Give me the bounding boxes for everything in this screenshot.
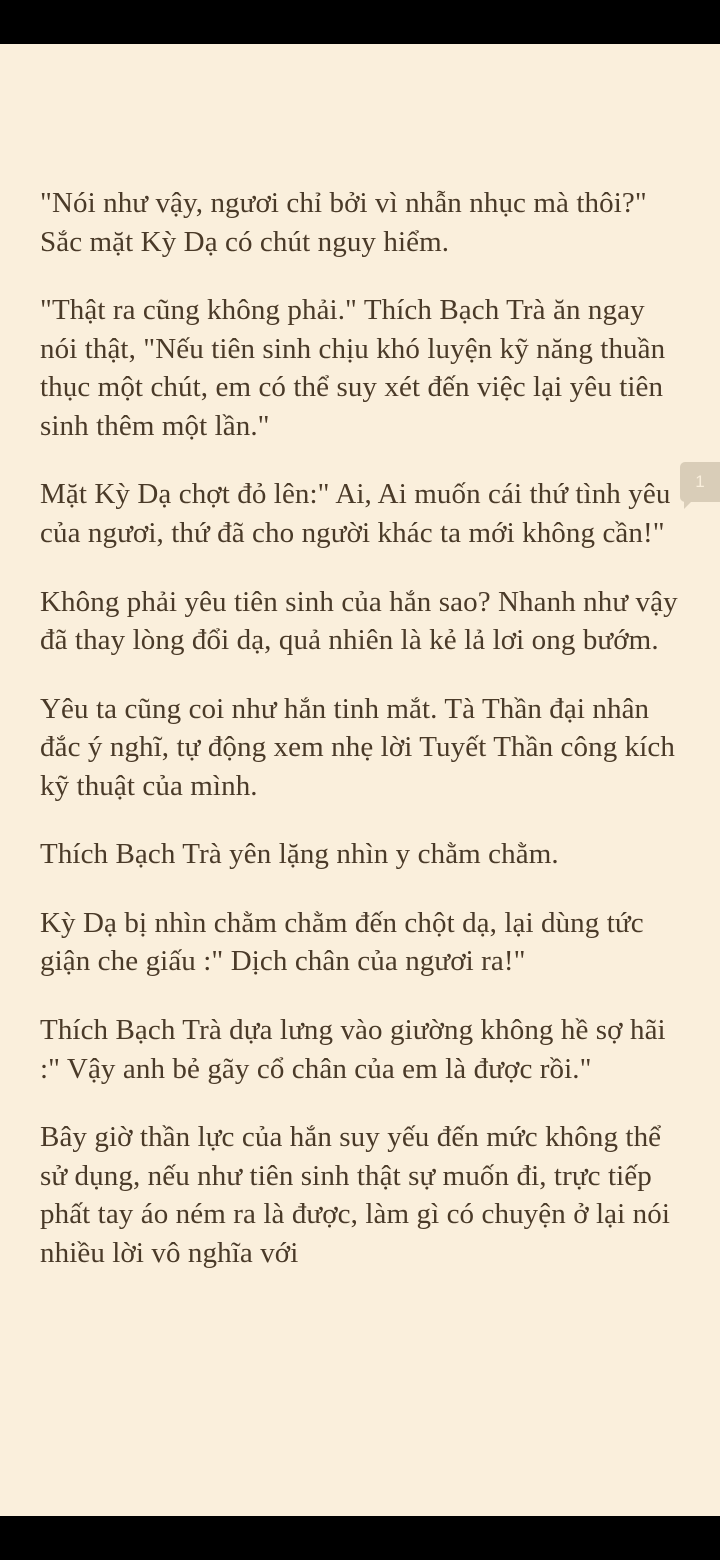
navigation-bar: [0, 1516, 720, 1560]
page-content: [0, 44, 720, 1272]
paragraph: Kỳ Dạ bị nhìn chằm chằm đến chột dạ, lại dùng tức giận che giấu :" Dịch chân của ngươi ra!": [40, 906, 644, 978]
paragraph: Mặt Kỳ Dạ chợt đỏ lên:" Ai, Ai muốn cái thứ tình yêu của ngươi, thứ đã cho người khác ta mới không cần!": [40, 478, 671, 549]
paragraph: Không phải yêu tiên sinh của hắn sao? Nhanh như vậy đã thay lòng đổi dạ, quả nhiên là kẻ lả lơi ong bướm.: [40, 585, 678, 657]
paragraph: Yêu ta cũng coi như hắn tinh mắt. Tà Thần đại nhân đắc ý nghĩ, tự động xem nhẹ lời Tuyết Thần công kích kỹ thuật của mình.: [40, 692, 675, 802]
page-number-badge[interactable]: 1: [680, 462, 720, 502]
reader-page[interactable]: [0, 44, 720, 1516]
paragraph: "Nói như vậy, ngươi chỉ bởi vì nhẫn nhục mà thôi?" Sắc mặt Kỳ Dạ có chút nguy hiểm.: [40, 187, 647, 258]
paragraph: Thích Bạch Trà dựa lưng vào giường không hề sợ hãi :" Vậy anh bẻ gãy cổ chân của em là được rồi.": [40, 1014, 666, 1085]
status-bar: [0, 0, 720, 44]
paragraph: Thích Bạch Trà yên lặng nhìn y chằm chằm.: [40, 838, 559, 871]
paragraph: "Thật ra cũng không phải." Thích Bạch Trà ăn ngay nói thật, "Nếu tiên sinh chịu khó luyện kỹ năng thuần thục một chút, em có thể suy xét đến việc lại yêu tiên sinh thêm một lần.": [40, 294, 666, 442]
paragraph: Bây giờ thần lực của hắn suy yếu đến mức không thể sử dụng, nếu như tiên sinh thật sự muốn đi, trực tiếp phất tay áo ném ra là được, làm gì có chuyện ở lại nói nhiều lời vô nghĩa với: [40, 1121, 670, 1269]
